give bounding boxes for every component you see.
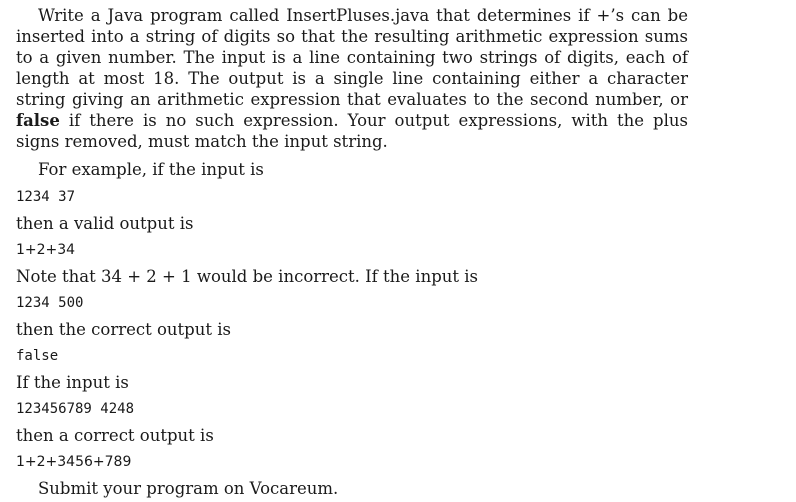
example3-input: 123456789 4248: [16, 401, 135, 417]
intro-paragraph: [16, 5, 688, 152]
intro-text-end: if there is no such expression. Your output expressions, with the plus signs removed, must match the input string.: [16, 111, 688, 151]
example-intro: For example, if the input is: [38, 160, 264, 179]
example1-output: 1+2+34: [16, 242, 76, 258]
a-correct-output-text: then a correct output is: [16, 426, 214, 445]
false-keyword: false: [16, 111, 60, 130]
note-text: Note that 34 + 2 + 1 would be incorrect. If the input is: [16, 267, 479, 286]
valid-output-text: then a valid output is: [16, 214, 194, 233]
correct-output-text: then the correct output is: [16, 320, 231, 339]
example3-output: 1+2+3456+789: [16, 454, 132, 470]
submit-text: Submit your program on Vocareum.: [38, 479, 339, 498]
example2-input: 1234 500: [16, 295, 84, 311]
if-input-text: If the input is: [16, 373, 129, 392]
intro-text: Write a Java program called InsertPluses.java that determines if +’s can be inserted into a string of digits so that the resulting arithmetic expression sums to a given number. The input is a line containing two strings of digits, each of length at most 18. The output is a single line containing either a character string giving an arithmetic expression that evaluates to the second number, or: [16, 6, 688, 109]
example1-input: 1234 37: [16, 189, 76, 205]
example2-output: false: [16, 348, 59, 364]
